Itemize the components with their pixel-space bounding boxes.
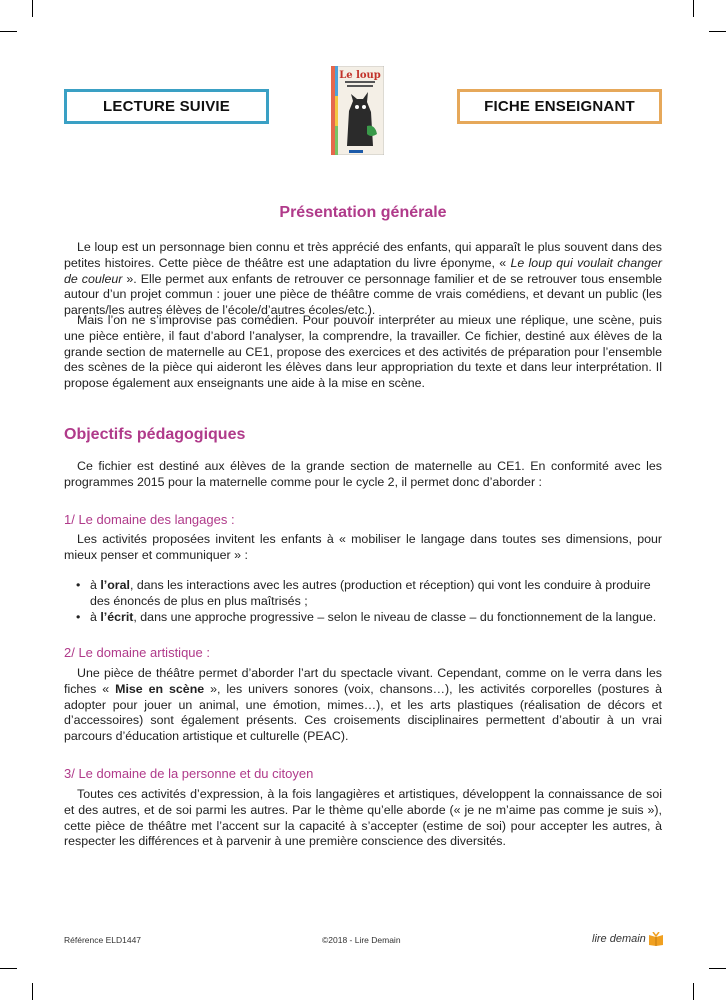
crop-mark — [32, 983, 33, 1000]
section-citoyen-title: 3/ Le domaine de la personne et du citoyen — [64, 766, 314, 781]
presentation-paragraph-1: Le loup est un personnage bien connu et très apprécié des enfants, qui apparaît le plus souvent dans des petites histoires. Cette pièce de théâtre est une adaptation du livre éponyme, « Le loup qui voulait changer de couleur ». Elle permet aux enfants de retrouver ce personnage familier et de se retrouver tous ensemble autour d’un projet commun : jouer une pièce de théâtre comme de vrais comédiens, et devant un public (les parents/les autres élèves de l’école/d’autres écoles/etc.). — [64, 240, 663, 318]
logo-text: lire demain — [592, 933, 646, 945]
list-item: • à l’écrit, dans une approche progressive – selon le niveau de classe – du fonctionnement de la langue. — [76, 609, 657, 624]
crop-mark — [0, 968, 17, 969]
svg-text:Le loup: Le loup — [339, 70, 381, 81]
crop-mark — [0, 31, 17, 32]
list-item: • à l’oral, dans les interactions avec les autres (production et réception) qui vont les conduire à produire des énoncés de plus en plus maîtrisés ; — [76, 578, 651, 608]
lire-demain-logo — [592, 932, 664, 946]
footer-copyright: ©2018 - Lire Demain — [322, 935, 401, 945]
book-icon — [648, 932, 664, 946]
objectifs-title: Objectifs pédagogiques — [64, 426, 246, 443]
section-citoyen-text: Toutes ces activités d’expression, à la fois langagières et artistiques, développent la connaissance de soi et des autres, et de soi parmi les autres. Par le thème qu’elle aborde (« je ne m’aime pas comme je suis »), cette pièce de théâtre met l’accent sur la capacité à s’accepter (estime de soi) pour accepter les autres, à respecter les différences et à parvenir à une première conscience des diversités. — [64, 787, 662, 849]
crop-mark — [32, 0, 33, 17]
section-artistique-text: Une pièce de théâtre permet d’aborder l’art du spectacle vivant. Cependant, comme on le verra dans les fiches « Mise en scène », les univers sonores (voix, chansons…), les activités corporelles (postures à adopter pour jouer un animal, une émotion, mimes…), et les arts plastiques (réalisation de décors et d’accessoires) sont également présents. Ces croisements disciplinaires permettent d’aboutir à un vrai parcours d’éducation artistique et culturelle (PEAC). — [64, 666, 662, 744]
section-artistique-title: 2/ Le domaine artistique : — [64, 645, 210, 660]
crop-mark — [693, 0, 694, 17]
crop-mark — [693, 983, 694, 1000]
presentation-title: Présentation générale — [279, 204, 447, 221]
section-langages-text: Les activités proposées invitent les enfants à « mobiliser le langage dans toutes ses dimensions, pour mieux penser et communiquer » : — [64, 532, 662, 562]
crop-mark — [709, 968, 726, 969]
section-langages-title: 1/ Le domaine des langages : — [64, 512, 235, 527]
fiche-enseignant-label: FICHE ENSEIGNANT — [457, 89, 662, 124]
crop-mark — [709, 31, 726, 32]
presentation-paragraph-2: Mais l’on ne s’improvise pas comédien. Pour pouvoir interpréter au mieux une réplique, une scène, puis une pièce entière, il faut d’abord l’analyser, la comprendre, la travailler. Ce fichier, destiné aux élèves de la grande section de maternelle au CE1, propose des exercices et des activités de préparation pour l’ensemble des scènes de la pièce qui aideront les élèves dans leur appropriation du texte et dans leur interprétation. Il propose également aux enseignants une aide à la mise en scène. — [64, 313, 662, 391]
langages-bullet-list — [64, 578, 662, 625]
footer-reference: Référence ELD1447 — [64, 935, 142, 945]
book-cover-image — [331, 66, 384, 155]
objectifs-intro: Ce fichier est destiné aux élèves de la grande section de maternelle au CE1. En conformité avec les programmes 2015 pour la maternelle comme pour le cycle 2, il permet donc d’aborder : — [64, 459, 662, 489]
lecture-suivie-label: LECTURE SUIVIE — [64, 89, 269, 124]
